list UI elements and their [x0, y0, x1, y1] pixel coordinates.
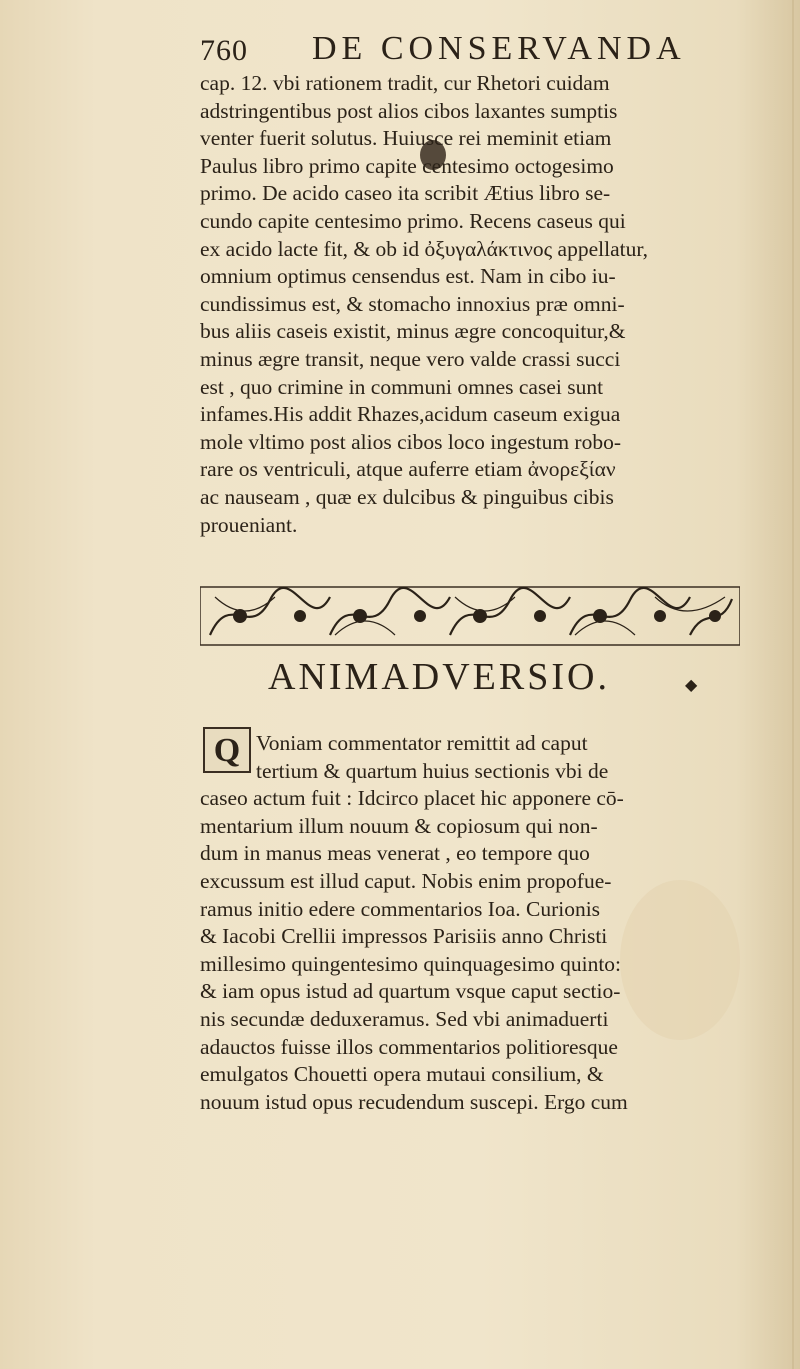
text-line: & iam opus istud ad quartum vsque caput sectio-: [200, 979, 621, 1004]
page-number: 760: [200, 34, 248, 67]
text-line: cap. 12. vbi rationem tradit, cur Rhetori cuidam: [200, 71, 610, 95]
text-line: infames.His addit Rhazes,acidum caseum exigua: [200, 402, 621, 427]
decorative-ornament-band: [200, 585, 740, 647]
text-line: rare os ventriculi, atque auferre etiam ἀνορεξίαν: [200, 457, 616, 482]
text-line: minus ægre transit, neque vero valde crassi succi: [200, 346, 621, 371]
text-line: ramus initio edere commentarios Ioa. Curionis: [200, 896, 601, 921]
text-line: nouum istud opus recudendum suscepi. Ergo cum: [200, 1089, 628, 1114]
text-line: Paulus libro primo capite centesimo octogesimo: [200, 153, 614, 178]
text-line: primo. De acido caseo ita scribit Ætius libro se-: [200, 181, 611, 206]
text-line: adstringentibus post alios cibos laxantes sumptis: [200, 98, 618, 123]
text-line: mole vltimo post alios cibos loco ingestum robo-: [200, 429, 622, 454]
text-line: omnium optimus censendus est. Nam in cibo iu-: [200, 264, 616, 289]
text-line: ac nauseam , quæ ex dulcibus & pinguibus cibis: [200, 484, 614, 509]
text-line: emulgatos Chouetti opera mutaui consilium, &: [200, 1062, 604, 1087]
text-line: Voniam commentator remittit ad caput: [256, 731, 588, 755]
section-title: ANIMADVERSIO.: [268, 656, 610, 698]
page-header: [200, 30, 760, 70]
diamond-icon: ◆: [685, 677, 698, 694]
text-line: venter fuerit solutus. Huiusce rei meminit etiam: [200, 126, 612, 151]
text-line: ex acido lacte fit, & ob id ὀξυγαλάκτινος appellatur,: [200, 236, 649, 261]
text-line: bus aliis caseis existit, minus ægre concoquitur,&: [200, 319, 626, 344]
text-line: dum in manus meas venerat , eo tempore quo: [200, 841, 590, 866]
text-line: est , quo crimine in communi omnes casei sunt: [200, 374, 604, 399]
text-line: cundo capite centesimo primo. Recens caseus qui: [200, 208, 626, 233]
running-head: DE CONSERVANDA: [312, 30, 686, 67]
text-line: proueniant.: [200, 512, 298, 537]
page-edge-line: [792, 0, 794, 1369]
drop-cap-letter: Q: [213, 732, 241, 769]
text-line: caseo actum fuit : Idcirco placet hic apponere cō-: [200, 786, 624, 811]
text-line: mentarium illum nouum & copiosum qui non-: [200, 813, 598, 838]
animadversio-text: [200, 730, 770, 1116]
text-line: nis secundæ deduxeramus. Sed vbi animaduerti: [200, 1006, 609, 1031]
text-line: adauctos fuisse illos commentarios politioresque: [200, 1034, 618, 1059]
text-line: excussum est illud caput. Nobis enim propofue-: [200, 868, 612, 893]
text-line: & Iacobi Crellii impressos Parisiis anno Christi: [200, 924, 608, 949]
text-line: millesimo quingentesimo quinquagesimo quinto:: [200, 951, 622, 976]
text-line: cundissimus est, & stomacho innoxius præ omni-: [200, 291, 625, 316]
main-text: [200, 70, 770, 539]
text-line: tertium & quartum huius sectionis vbi de: [256, 758, 609, 783]
